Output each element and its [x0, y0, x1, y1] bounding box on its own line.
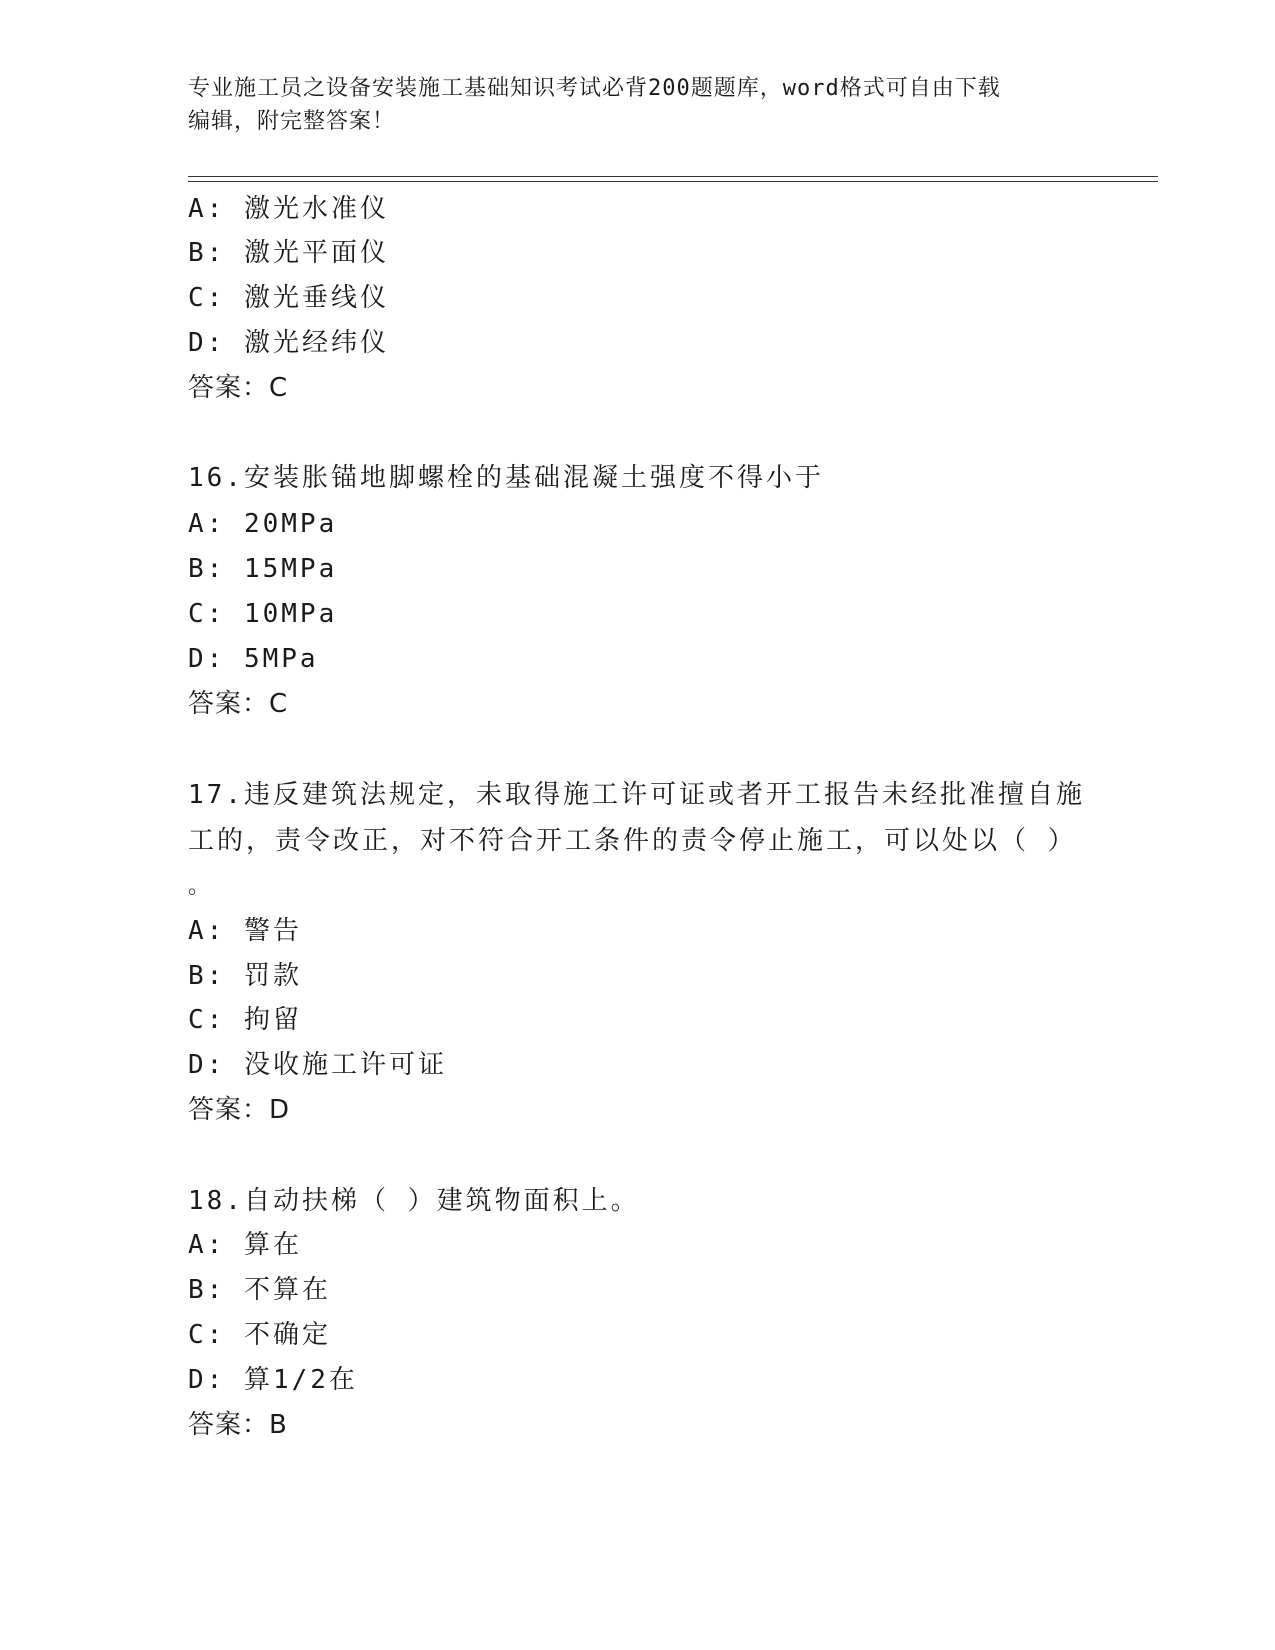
q18-option-c: C: 不确定 — [188, 1320, 331, 1350]
q17-question-line-3: 。 — [188, 874, 211, 899]
q15-option-d: D: 激光经纬仪 — [188, 328, 389, 358]
q17-option-b: B: 罚款 — [188, 961, 302, 991]
q16-option-c: C: 10MPa — [188, 599, 338, 629]
q17-question-line-1: 17.违反建筑法规定，未取得施工许可证或者开工报告未经批准擅自施 — [188, 780, 1085, 810]
q15-option-b: B: 激光平面仪 — [188, 238, 389, 268]
q17-question-line-2: 工的，责令改正，对不符合开工条件的责令停止施工，可以处以（ ） — [188, 826, 1077, 856]
q16-answer: 答案：C — [188, 689, 289, 719]
header-divider-top — [188, 176, 1158, 177]
header-line-2: 编辑，附完整答案！ — [188, 109, 396, 134]
q18-answer: 答案：B — [188, 1410, 288, 1440]
q17-answer: 答案：D — [188, 1095, 291, 1125]
q18-option-a: A: 算在 — [188, 1230, 302, 1260]
header-divider-bottom — [188, 181, 1158, 182]
q15-option-a: A: 激光水准仪 — [188, 194, 389, 224]
q16-question: 16.安装胀锚地脚螺栓的基础混凝土强度不得小于 — [188, 463, 824, 493]
q18-option-b: B: 不算在 — [188, 1275, 331, 1305]
q16-option-a: A: 20MPa — [188, 509, 338, 539]
q18-question: 18.自动扶梯（ ）建筑物面积上。 — [188, 1186, 640, 1216]
header-line-1: 专业施工员之设备安装施工基础知识考试必背200题题库，word格式可自由下载 — [188, 76, 1001, 101]
document-header — [188, 72, 1088, 138]
q17-option-a: A: 警告 — [188, 916, 302, 946]
q18-option-d: D: 算1/2在 — [188, 1365, 358, 1395]
q17-option-d: D: 没收施工许可证 — [188, 1050, 447, 1080]
q15-answer: 答案：C — [188, 373, 289, 403]
q16-option-d: D: 5MPa — [188, 644, 319, 674]
q17-option-c: C: 拘留 — [188, 1005, 302, 1035]
q16-option-b: B: 15MPa — [188, 554, 338, 584]
q15-option-c: C: 激光垂线仪 — [188, 283, 389, 313]
